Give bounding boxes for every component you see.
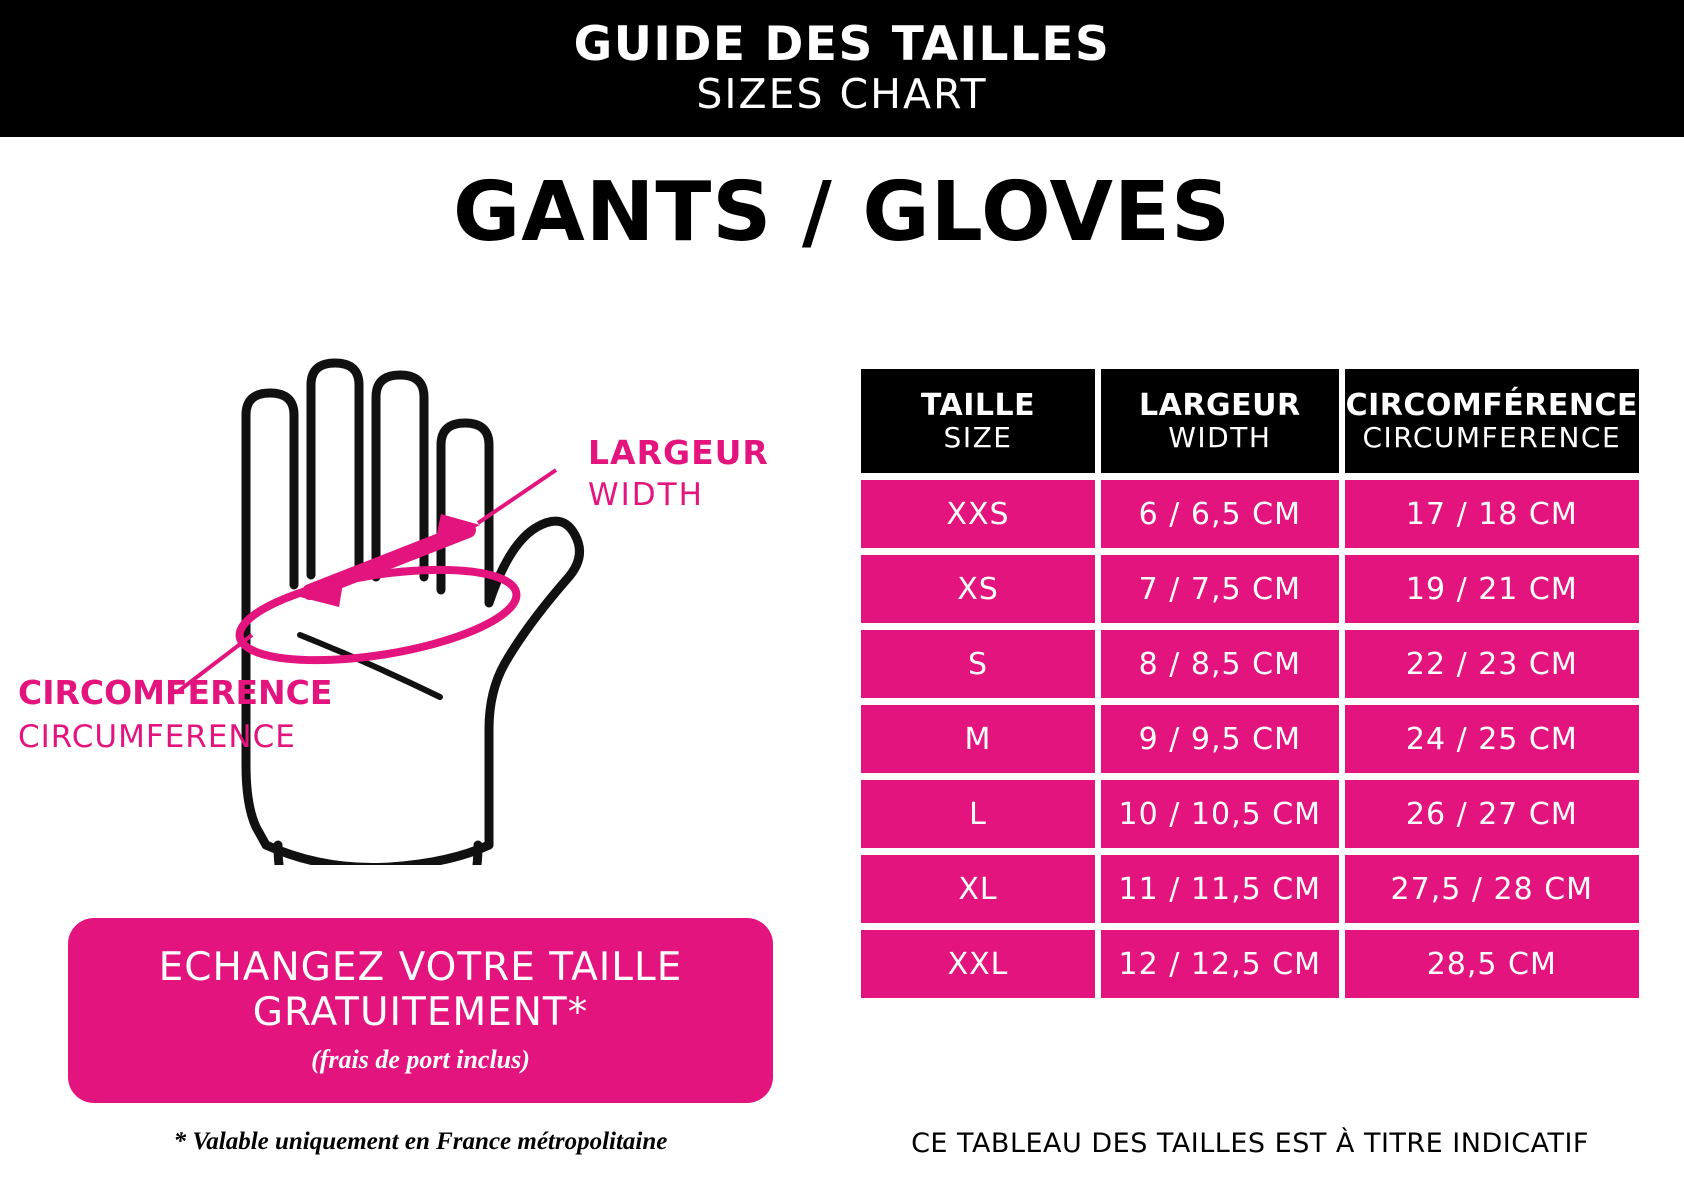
cell-size: M (861, 705, 1095, 773)
table-row (861, 705, 1639, 773)
table-row (861, 630, 1639, 698)
cell-circumference: 26 / 27 CM (1345, 780, 1639, 848)
cell-size: XL (861, 855, 1095, 923)
column-header-circumference (1345, 369, 1639, 473)
circumference-callout-label (18, 672, 332, 758)
cell-size: XXS (861, 480, 1095, 548)
column-header-width-fr: LARGEUR (1139, 387, 1301, 423)
table-row (861, 555, 1639, 623)
promo-line-3: (frais de port inclus) (311, 1045, 530, 1075)
header-bar (0, 0, 1684, 137)
hand-illustration (0, 285, 830, 865)
table-header-row (861, 369, 1639, 473)
cell-circumference: 19 / 21 CM (1345, 555, 1639, 623)
cell-width: 12 / 12,5 CM (1101, 930, 1339, 998)
header-title: GUIDE DES TAILLES (573, 16, 1111, 72)
size-chart-table (855, 362, 1645, 1005)
cell-width: 8 / 8,5 CM (1101, 630, 1339, 698)
cell-circumference: 28,5 CM (1345, 930, 1639, 998)
width-callout-label (588, 432, 769, 515)
cell-circumference: 24 / 25 CM (1345, 705, 1639, 773)
table-row (861, 480, 1639, 548)
table-row (861, 780, 1639, 848)
cell-size: S (861, 630, 1095, 698)
width-callout-fr: LARGEUR (588, 433, 769, 472)
promo-line-2: GRATUITEMENT* (252, 989, 589, 1035)
table-row (861, 855, 1639, 923)
column-header-width-en: WIDTH (1168, 421, 1272, 455)
table-row (861, 930, 1639, 998)
cell-width: 9 / 9,5 CM (1101, 705, 1339, 773)
header-subtitle: SIZES CHART (696, 70, 988, 119)
cell-width: 10 / 10,5 CM (1101, 780, 1339, 848)
cell-circumference: 22 / 23 CM (1345, 630, 1639, 698)
cell-width: 6 / 6,5 CM (1101, 480, 1339, 548)
column-header-size-fr: TAILLE (920, 387, 1036, 423)
table-disclaimer: CE TABLEAU DES TAILLES EST À TITRE INDICATIF (911, 1128, 1589, 1159)
cell-circumference: 27,5 / 28 CM (1345, 855, 1639, 923)
column-header-circumference-en: CIRCUMFERENCE (1362, 421, 1622, 455)
cell-size: XXL (861, 930, 1095, 998)
cell-width: 7 / 7,5 CM (1101, 555, 1339, 623)
promo-line-1: ECHANGEZ VOTRE TAILLE (158, 944, 683, 990)
cell-size: L (861, 780, 1095, 848)
column-header-width (1101, 369, 1339, 473)
cell-size: XS (861, 555, 1095, 623)
column-header-circumference-fr: CIRCOMFÉRENCE (1345, 387, 1638, 423)
free-exchange-promo (68, 918, 773, 1103)
column-header-size-en: SIZE (943, 421, 1013, 455)
cell-width: 11 / 11,5 CM (1101, 855, 1339, 923)
column-header-size (861, 369, 1095, 473)
circumference-callout-fr: CIRCOMFÉRENCE (18, 673, 333, 712)
cell-circumference: 17 / 18 CM (1345, 480, 1639, 548)
width-callout-en: WIDTH (588, 477, 704, 514)
page-title: GANTS / GLOVES (452, 165, 1232, 260)
circumference-callout-en: CIRCUMFERENCE (18, 718, 296, 755)
promo-footnote: * Valable uniquement en France métropolitaine (173, 1128, 668, 1155)
